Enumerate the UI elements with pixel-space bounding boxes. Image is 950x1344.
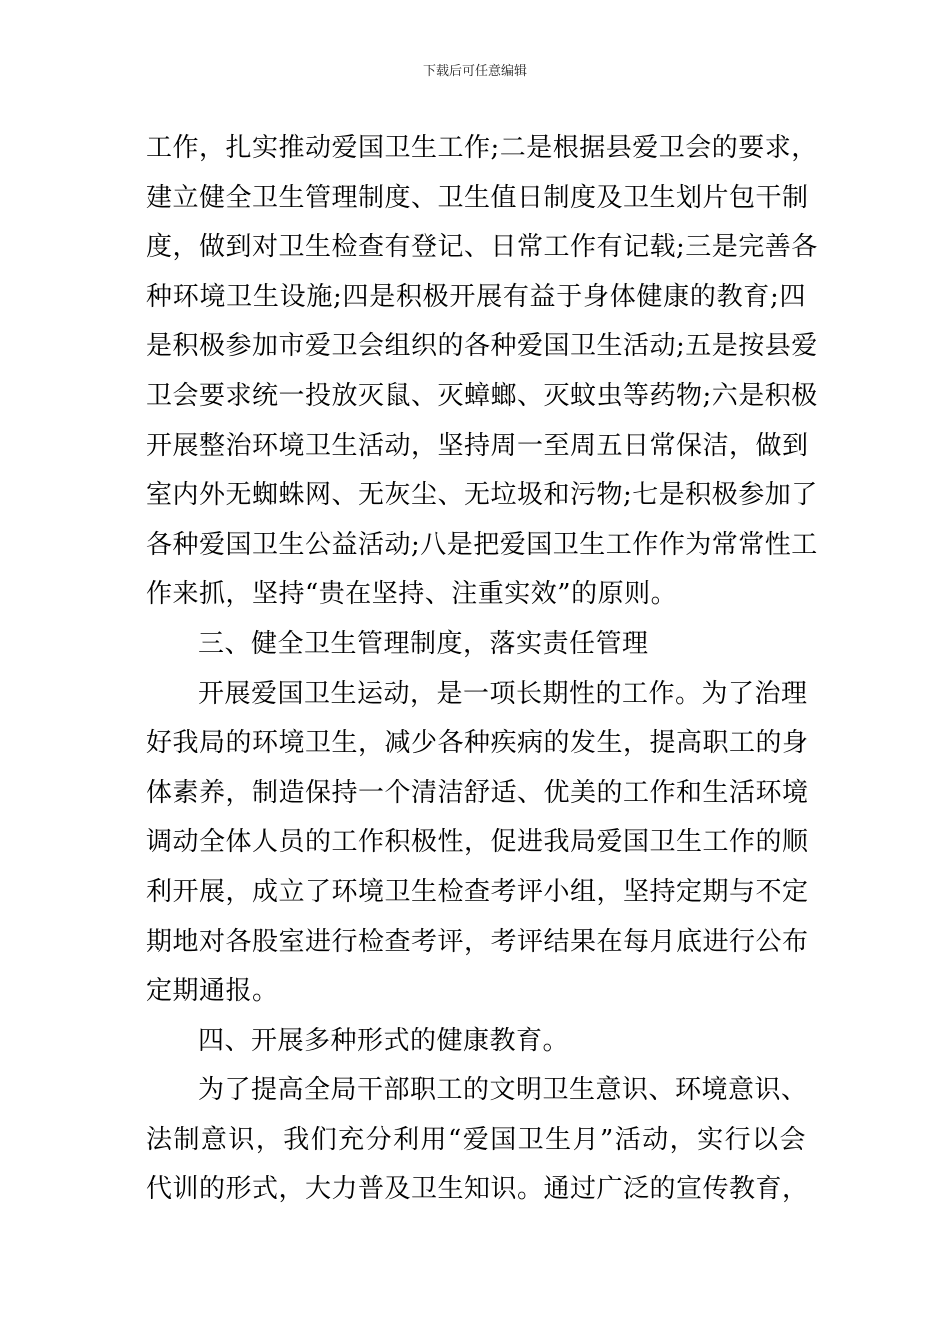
text-line: 体素养，制造保持一个清洁舒适、优美的工作和生活环境 [146,777,809,808]
text-line: 度，做到对卫生检查有登记、日常工作有记载;三是完善各 [146,232,818,263]
text-line: 种环境卫生设施;四是积极开展有益于身体健康的教育;四 [146,281,806,312]
text-line: 调动全体人员的工作积极性，促进我局爱国卫生工作的顺 [146,827,809,858]
text-line: 代训的形式，大力普及卫生知识。通过广泛的宣传教育， [146,1174,809,1205]
document-body [146,124,818,1215]
text-line: 是积极参加市爱卫会组织的各种爱国卫生活动;五是按县爱 [146,331,818,362]
page-header: 下载后可任意编辑 [422,64,527,79]
text-line: 作来抓，坚持“贵在坚持、注重实效”的原则。 [146,579,678,610]
section-heading: 四、开展多种形式的健康教育。 [198,1025,570,1056]
text-line: 期地对各股室进行检查考评，考评结果在每月底进行公布 [146,926,809,957]
text-line: 室内外无蜘蛛网、无灰尘、无垃圾和污物;七是积极参加了 [146,480,818,511]
text-line: 各种爱国卫生公益活动;八是把爱国卫生工作作为常常性工 [146,529,818,560]
text-line: 定期通报。 [146,976,279,1007]
text-line: 好我局的环境卫生，减少各种疾病的发生，提高职工的身 [146,728,809,759]
text-line: 建立健全卫生管理制度、卫生值日制度及卫生划片包干制 [146,182,809,213]
text-line: 工作，扎实推动爱国卫生工作;二是根据县爱卫会的要求， [146,133,818,163]
text-line: 卫会要求统一投放灭鼠、灭蟑螂、灭蚊虫等药物;六是积极 [146,380,818,411]
text-line: 开展爱国卫生运动，是一项长期性的工作。为了治理 [198,678,808,709]
text-line: 法制意识，我们充分利用“爱国卫生月”活动，实行以会 [146,1124,806,1155]
section-heading: 三、健全卫生管理制度，落实责任管理 [198,628,649,659]
text-line: 为了提高全局干部职工的文明卫生意识、环境意识、 [198,1075,808,1106]
text-line: 利开展，成立了环境卫生检查考评小组，坚持定期与不定 [146,876,809,907]
text-line: 开展整治环境卫生活动，坚持周一至周五日常保洁，做到 [146,430,809,461]
